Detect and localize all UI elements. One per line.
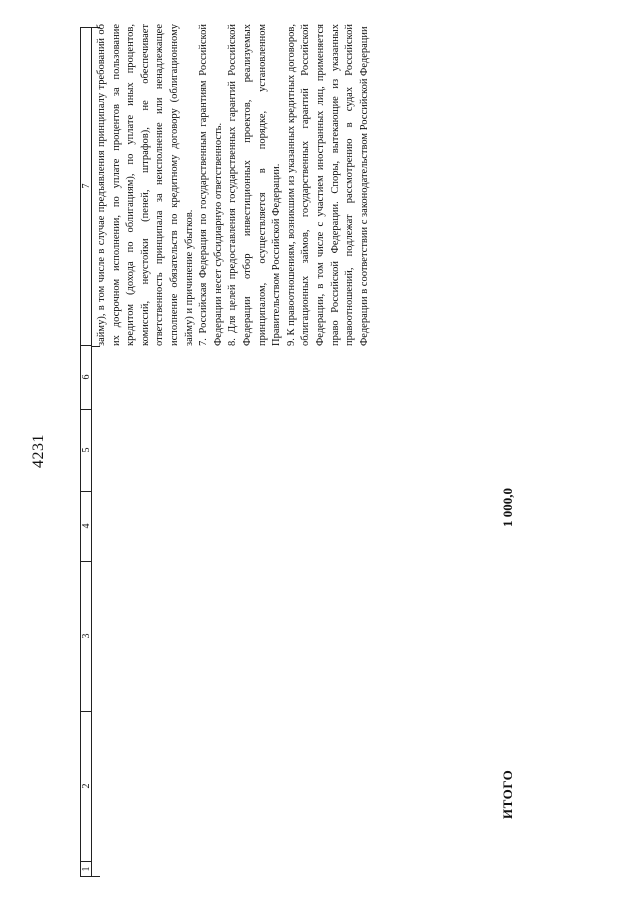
article-text	[95, 24, 372, 346]
rotated-page	[30, 17, 610, 887]
header-col-2: 2	[81, 711, 91, 862]
header-col-4: 4	[81, 491, 91, 562]
table-column-divider	[92, 346, 100, 347]
paragraph-7: 7. Российская Федерация по государственным гарантиям Российской Федерации несет субсидиарную ответственность.	[198, 24, 224, 346]
header-col-1: 1	[81, 866, 92, 872]
header-col-7: 7	[81, 27, 91, 346]
table-header-row	[80, 27, 92, 877]
paragraph-continuation: займу), в том числе в случае предъявления принципалу требований об их досрочном исполнении, по уплате процентов за пользование кредитом (дохода по облигациям), по уплате иных процентов, комиссий, неустойки (пеней, штрафов), не обеспечивает ответственность принципала за неисполнение или ненадлежащее исполнение обязательств по кредитному договору (облигационному займу) и причинение убытков.	[96, 24, 195, 346]
paragraph-9: 9. К правоотношениям, возникшим из указанных кредитных договоров, облигационных займов, государственных гарантий Российской Федерации, в том числе с участием иностранных лиц, применяется право Российской Федерации. Споры, вытекающие из указанных правоотношений, подлежат рассмотрению в судах Российской Федерации в соответствии с законодательством Российской Федерации	[285, 24, 370, 346]
header-col-6: 6	[81, 345, 91, 410]
paragraph-8: 8. Для целей предоставления государственных гарантий Российской Федерации отбор инвестиционных проектов, реализуемых принципалом, осуществляется в порядке, установленном Правительством Российской Федерации.	[227, 24, 283, 346]
header-col-5: 5	[81, 409, 91, 492]
total-label: ИТОГО	[500, 769, 515, 819]
page-number: 4231	[30, 434, 47, 468]
total-value: 1 000,0	[500, 488, 515, 527]
header-col-3: 3	[81, 561, 91, 712]
table-border-left	[92, 876, 100, 877]
